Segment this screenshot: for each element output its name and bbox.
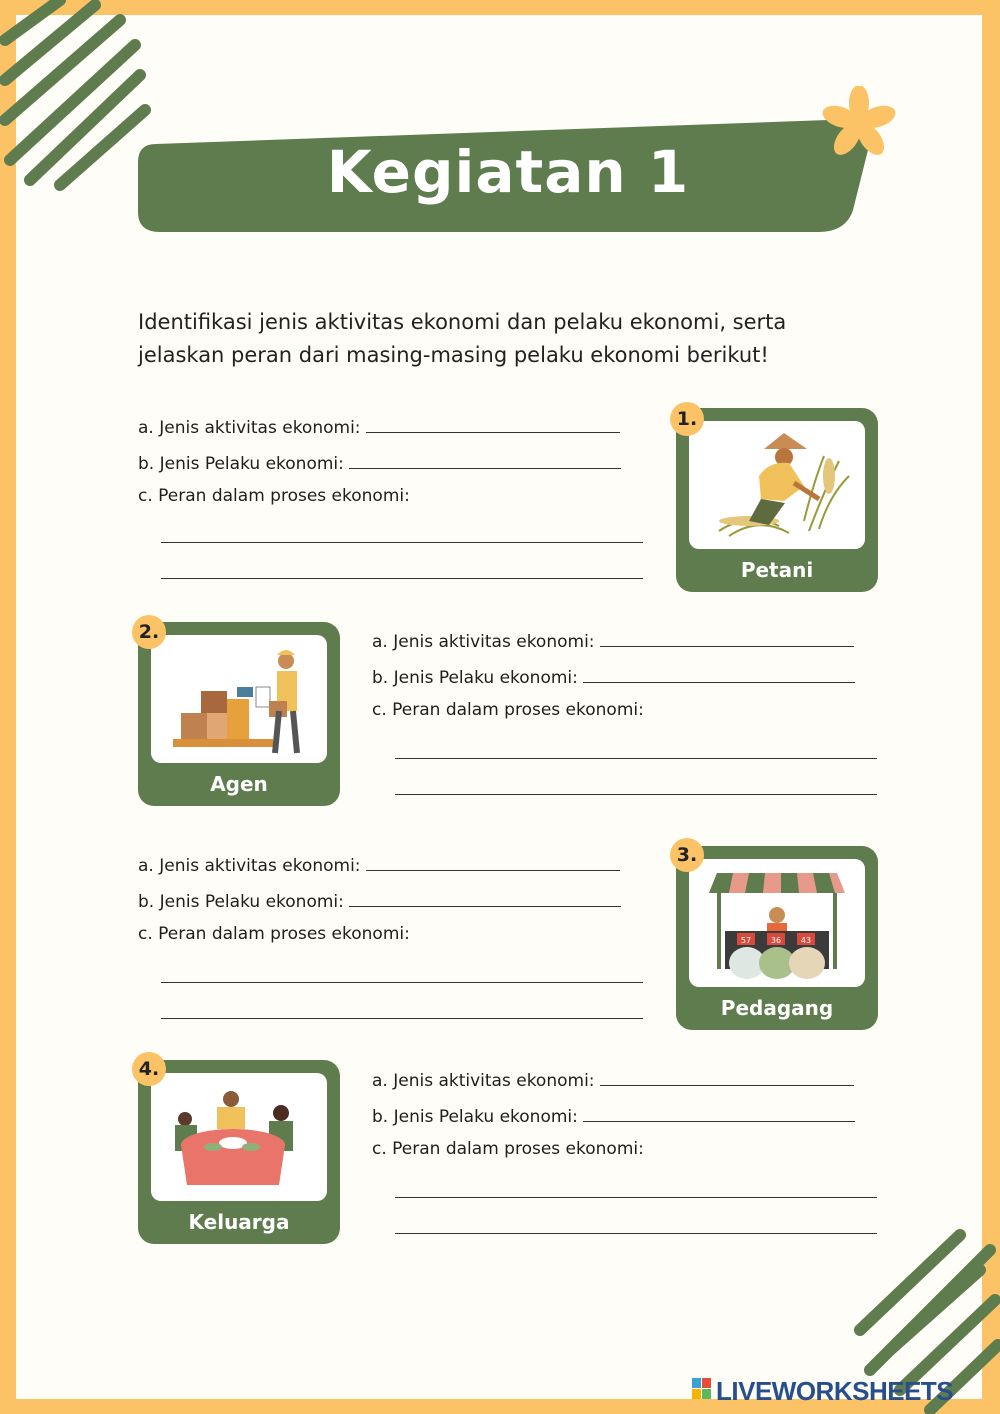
- label-peran: c. Peran dalam proses ekonomi:: [372, 700, 644, 720]
- answer-1c-line-2[interactable]: [161, 578, 643, 579]
- question-3c: [138, 924, 410, 946]
- answer-3b-field[interactable]: [349, 888, 621, 907]
- number-badge: 4.: [132, 1052, 166, 1086]
- price-tag: 43: [800, 936, 812, 945]
- answer-2c-line-2[interactable]: [395, 794, 877, 795]
- card-keluarga: [138, 1060, 340, 1244]
- label-peran: c. Peran dalam proses ekonomi:: [138, 486, 410, 506]
- merchant-illustration: [689, 859, 865, 987]
- card-caption: Pedagang: [720, 996, 834, 1020]
- answer-4b-field[interactable]: [583, 1103, 855, 1122]
- label-jenis-pelaku: b. Jenis Pelaku ekonomi:: [138, 892, 344, 912]
- question-3a: [138, 852, 620, 874]
- agent-illustration: [151, 635, 327, 763]
- card-petani: [676, 408, 878, 592]
- question-4a: [372, 1067, 854, 1089]
- question-2c: [372, 700, 644, 722]
- question-1b: [138, 450, 621, 472]
- number-badge: 1.: [670, 402, 704, 436]
- label-jenis-pelaku: b. Jenis Pelaku ekonomi:: [138, 454, 344, 474]
- label-jenis-aktivitas: a. Jenis aktivitas ekonomi:: [138, 856, 361, 876]
- card-caption: Agen: [210, 772, 268, 796]
- question-2a: [372, 628, 854, 650]
- question-1c: [138, 486, 410, 508]
- card-pedagang: [676, 846, 878, 1030]
- answer-4a-field[interactable]: [600, 1067, 854, 1086]
- label-jenis-aktivitas: a. Jenis aktivitas ekonomi:: [372, 1071, 595, 1091]
- question-1a: [138, 414, 620, 436]
- label-peran: c. Peran dalam proses ekonomi:: [372, 1139, 644, 1159]
- answer-1b-field[interactable]: [349, 450, 621, 469]
- price-tag: 57: [740, 936, 752, 945]
- label-jenis-aktivitas: a. Jenis aktivitas ekonomi:: [372, 632, 595, 652]
- answer-3a-field[interactable]: [366, 852, 620, 871]
- answer-2c-line-1[interactable]: [395, 758, 877, 759]
- label-peran: c. Peran dalam proses ekonomi:: [138, 924, 410, 944]
- instruction-text: Identifikasi jenis aktivitas ekonomi dan pelaku ekonomi, serta jelaskan peran dari masing-masing pelaku ekonomi berikut!: [138, 310, 787, 367]
- card-agen: [138, 622, 340, 806]
- answer-4c-line-2[interactable]: [395, 1233, 877, 1234]
- question-2b: [372, 664, 855, 686]
- label-jenis-pelaku: b. Jenis Pelaku ekonomi:: [372, 1107, 578, 1127]
- page-title: Kegiatan 1: [326, 138, 690, 206]
- card-caption: Petani: [740, 558, 814, 582]
- answer-3c-line-2[interactable]: [161, 1018, 643, 1019]
- flower-icon: [822, 86, 896, 160]
- question-4b: [372, 1103, 855, 1125]
- answer-2a-field[interactable]: [600, 628, 854, 647]
- liveworksheets-logo[interactable]: LIVEWORKSHEETS: [716, 1376, 954, 1406]
- number-badge: 3.: [670, 838, 704, 872]
- answer-2b-field[interactable]: [583, 664, 855, 683]
- price-tag: 36: [770, 936, 782, 945]
- card-caption: Keluarga: [188, 1210, 290, 1234]
- liveworksheets-logo-icon: [692, 1378, 712, 1400]
- number-badge: 2.: [132, 615, 166, 649]
- label-jenis-pelaku: b. Jenis Pelaku ekonomi:: [372, 668, 578, 688]
- family-illustration: [151, 1073, 327, 1201]
- answer-4c-line-1[interactable]: [395, 1197, 877, 1198]
- question-4c: [372, 1139, 644, 1161]
- answer-3c-line-1[interactable]: [161, 982, 643, 983]
- label-jenis-aktivitas: a. Jenis aktivitas ekonomi:: [138, 418, 361, 438]
- question-3b: [138, 888, 621, 910]
- farmer-illustration: [689, 421, 865, 549]
- top-left-scribble: [0, 0, 160, 200]
- answer-1a-field[interactable]: [366, 414, 620, 433]
- answer-1c-line-1[interactable]: [161, 542, 643, 543]
